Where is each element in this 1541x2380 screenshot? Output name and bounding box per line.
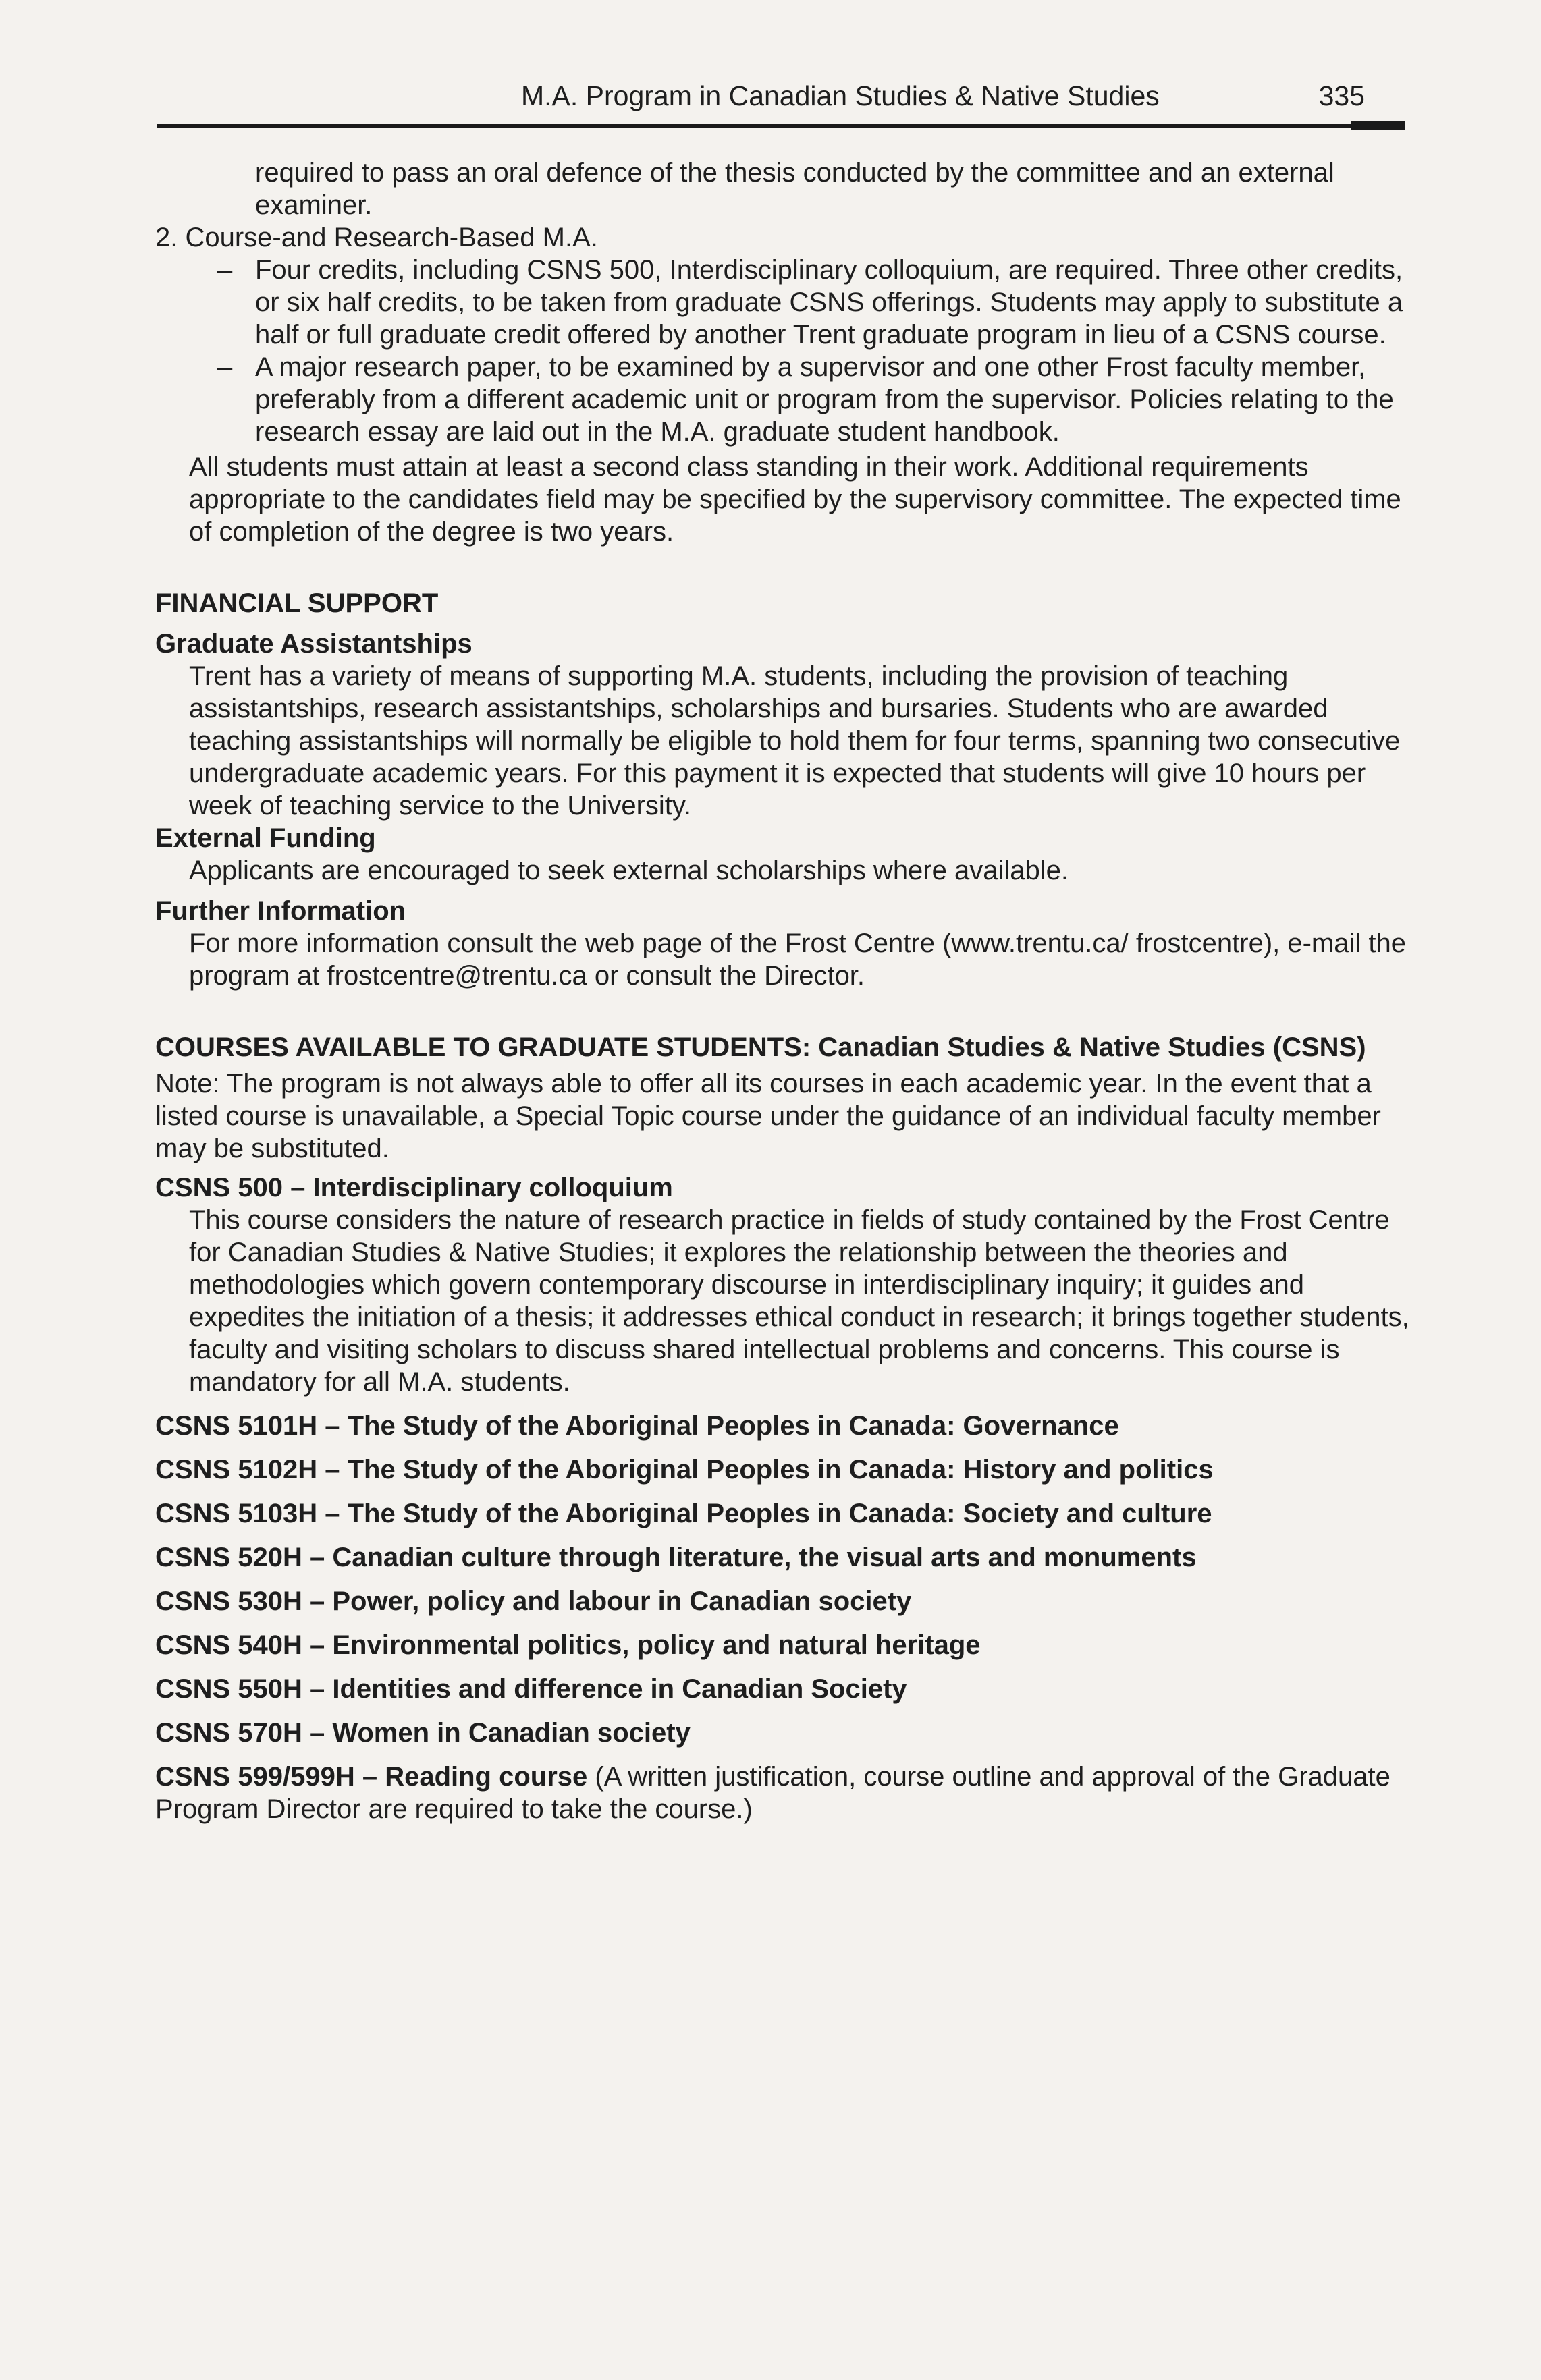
further-information-text: For more information consult the web page of the Frost Centre (www.trentu.ca/ frostcentre), e-mail the program at frostcentre@trentu.ca or consult the Director. xyxy=(189,929,1406,991)
graduate-assistantships-text: Trent has a variety of means of supporting M.A. students, including the provision of teaching assistantships, research assistantships, scholarships and bursaries. Students who are awarded teaching assistantships will normally be eligible to hold them for four terms, spanning two consecutive undergraduate academic years. For this payment it is expected that students will give 10 hours per week of teaching service to the University. xyxy=(189,661,1401,821)
course-description-csns-500: This course considers the nature of research practice in fields of study contained by the Frost Centre for Canadian Studies & Native Studies; it explores the relationship between the theories and methodologies which govern contemporary discourse in interdisciplinary inquiry; it guides and expedites the initiation of a thesis; it addresses ethical conduct in research; it brings together students, faculty and visiting scholars to discuss shared intellectual problems and concerns. This course is mandatory for all M.A. students. xyxy=(189,1205,1409,1397)
course-title: CSNS 550H – Identities and difference in Canadian Society xyxy=(155,1674,907,1704)
page-number: 335 xyxy=(1318,80,1365,111)
course-reading xyxy=(155,1761,1411,1825)
dash-marker: – xyxy=(217,255,233,285)
bullet-credits xyxy=(155,254,1411,351)
course-title: CSNS 540H – Environmental politics, policy and natural heritage xyxy=(155,1630,981,1660)
financial-support-heading: FINANCIAL SUPPORT xyxy=(155,588,439,618)
course-title-reading: CSNS 599/599H – Reading course xyxy=(155,1762,588,1792)
course-title: CSNS 5102H – The Study of the Aboriginal Peoples in Canada: History and politics xyxy=(155,1455,1214,1485)
page-body xyxy=(155,157,1411,1837)
bullet-text: Four credits, including CSNS 500, Interdisciplinary colloquium, are required. Three other credits, or six half credits, to be taken from graduate CSNS offerings. Students may apply to substitute a half or full graduate credit offered by another Trent graduate program in lieu of a CSNS course. xyxy=(255,255,1403,350)
course-title: CSNS 5101H – The Study of the Aboriginal Peoples in Canada: Governance xyxy=(155,1411,1119,1441)
course-title: CSNS 570H – Women in Canadian society xyxy=(155,1718,691,1748)
course-title: CSNS 5103H – The Study of the Aboriginal Peoples in Canada: Society and culture xyxy=(155,1499,1212,1528)
graduate-assistantships-heading: Graduate Assistantships xyxy=(155,629,472,659)
running-title: M.A. Program in Canadian Studies & Native Studies xyxy=(521,80,1160,111)
course-reading-note: (A written justification, course outline and approval of the Graduate Program Director are required to take the course.) xyxy=(155,1762,1390,1824)
item-2-heading: 2. Course-and Research-Based M.A. xyxy=(155,223,598,252)
course-title: CSNS 520H – Canadian culture through literature, the visual arts and monuments xyxy=(155,1543,1197,1572)
page-header xyxy=(157,76,1405,120)
header-rule xyxy=(157,124,1405,128)
all-students-paragraph: All students must attain at least a second class standing in their work. Additional requirements appropriate to the candidates field may be specified by the supervisory committee. The expected time of completion of the degree is two years. xyxy=(189,452,1401,547)
courses-heading: COURSES AVAILABLE TO GRADUATE STUDENTS: Canadian Studies & Native Studies (CSNS) xyxy=(155,1032,1366,1062)
external-funding-heading: External Funding xyxy=(155,823,376,853)
further-information-heading: Further Information xyxy=(155,896,406,926)
courses-note: Note: The program is not always able to offer all its courses in each academic year. In the event that a listed course is unavailable, a Special Topic course under the guidance of an individual faculty member may be substituted. xyxy=(155,1069,1381,1163)
bullet-research-paper xyxy=(155,351,1411,448)
external-funding-text: Applicants are encouraged to seek external scholarships where available. xyxy=(189,856,1069,885)
bullet-text: A major research paper, to be examined by a supervisor and one other Frost faculty member, preferably from a different academic unit or program from the supervisor. Policies relating to the research essay are laid out in the M.A. graduate student handbook. xyxy=(255,352,1394,447)
header-rule-accent xyxy=(1351,121,1405,130)
dash-marker: – xyxy=(217,352,233,382)
course-title-csns-500: CSNS 500 – Interdisciplinary colloquium xyxy=(155,1173,673,1202)
thesis-continuation: required to pass an oral defence of the thesis conducted by the committee and an external examiner. xyxy=(255,158,1334,220)
course-title: CSNS 530H – Power, policy and labour in Canadian society xyxy=(155,1586,912,1616)
